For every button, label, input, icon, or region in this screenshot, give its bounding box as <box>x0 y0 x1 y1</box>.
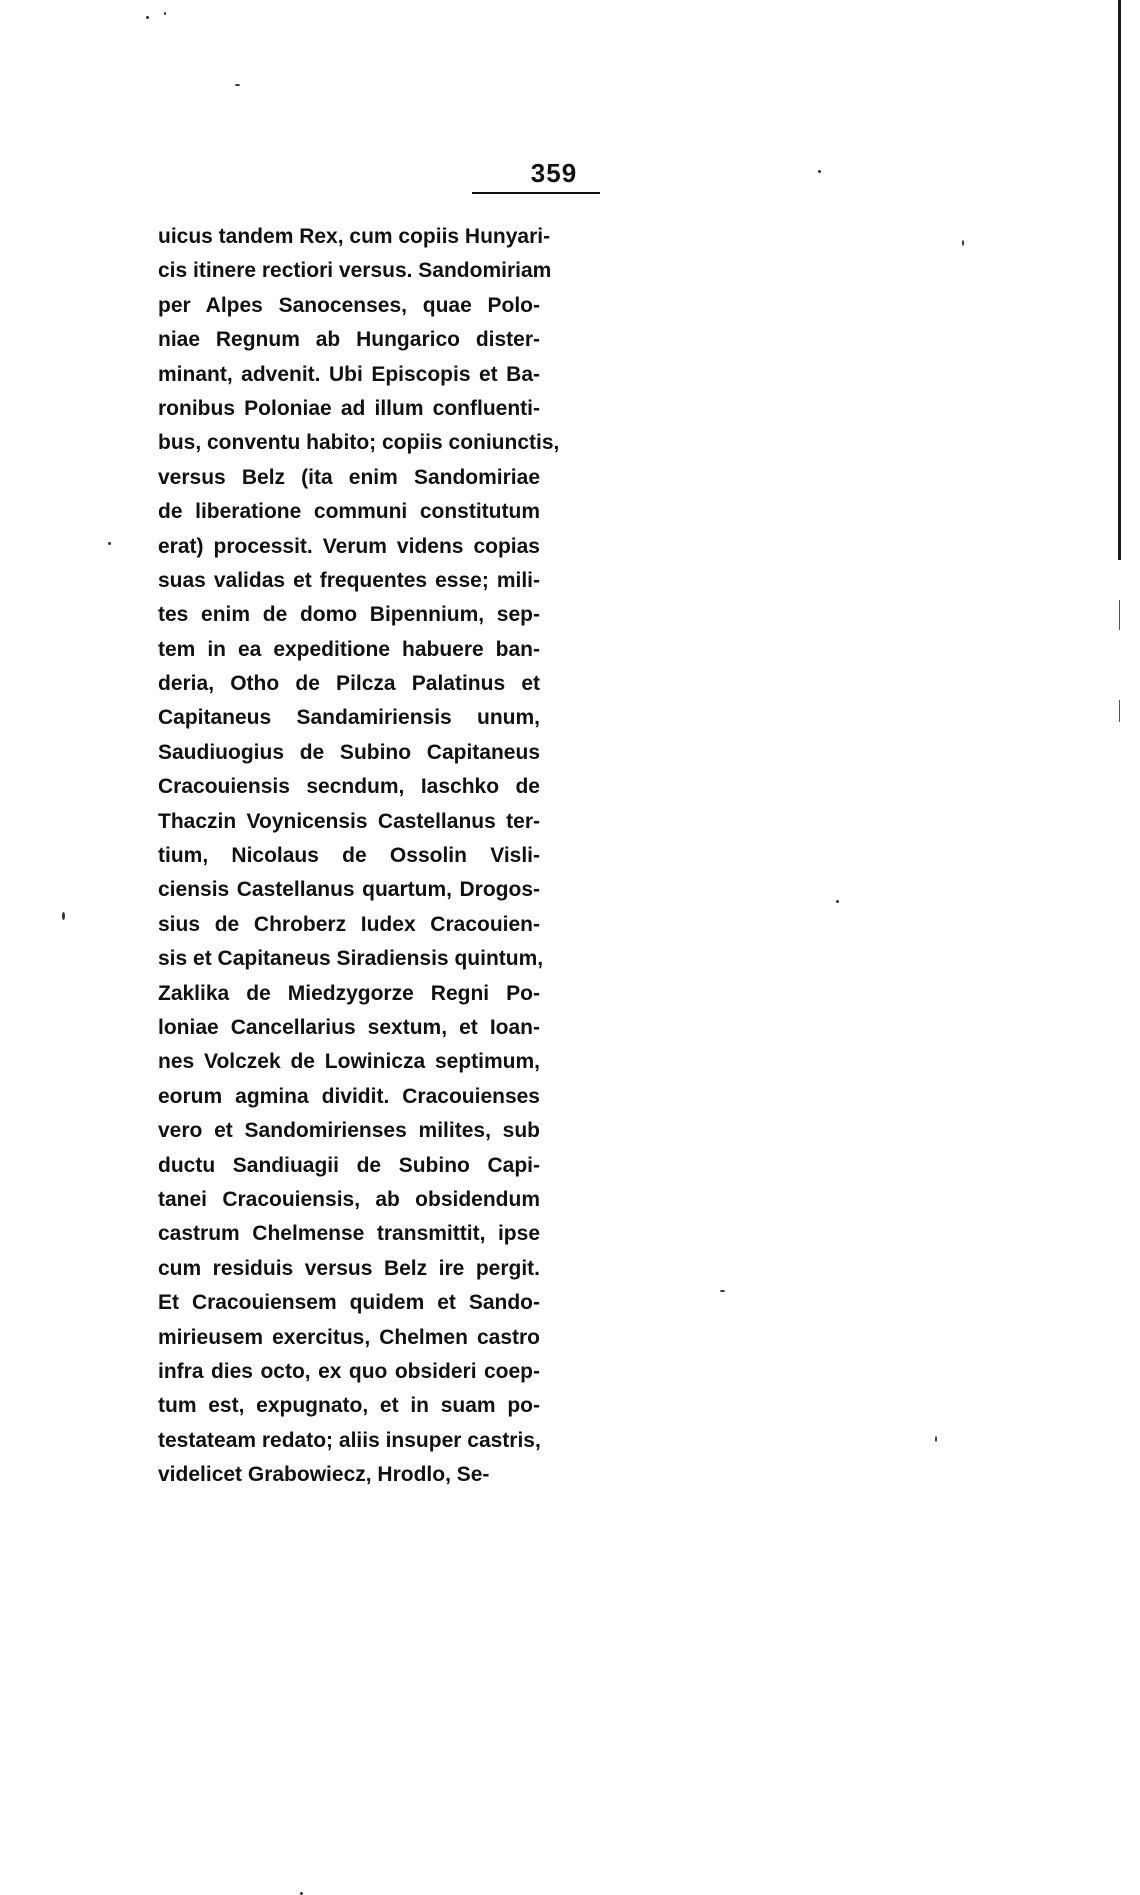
page-edge-dash <box>1119 700 1120 722</box>
text-line: Zaklika de Miedzygorze Regni Po- <box>158 981 540 1005</box>
text-line: de liberatione communi constitutum <box>158 500 540 524</box>
text-line: tium, Nicolaus de Ossolin Visli- <box>158 844 540 868</box>
text-line: ductu Sandiuagii de Subino Capi- <box>158 1153 540 1177</box>
text-line: tanei Cracouiensis, ab obsidendum <box>158 1187 540 1211</box>
text-line: tem in ea expeditione habuere ban- <box>158 637 540 661</box>
text-line: Capitaneus Sandamiriensis unum, <box>158 706 540 730</box>
text-line: sis et Capitaneus Siradiensis quintum, <box>158 947 544 971</box>
text-line: minant, advenit. Ubi Episcopis et Ba- <box>158 362 540 386</box>
text-line: eorum agmina dividit. Cracouienses <box>158 1084 540 1108</box>
scan-speck <box>836 900 839 903</box>
scan-speck <box>818 170 821 173</box>
text-line: cum residuis versus Belz ire pergit. <box>158 1256 540 1280</box>
text-line: uicus tandem Rex, cum copiis Hunyari- <box>158 225 551 248</box>
text-line: vero et Sandomirienses milites, sub <box>158 1119 540 1143</box>
page-edge-line <box>1118 0 1121 560</box>
text-line: niae Regnum ab Hungarico dister- <box>158 328 540 352</box>
page-edge-dash <box>1119 600 1120 630</box>
page-number: 359 <box>530 158 578 188</box>
text-line: per Alpes Sanocenses, quae Polo- <box>158 293 540 317</box>
text-line: Thaczin Voynicensis Castellanus ter- <box>158 809 540 833</box>
text-line: infra dies octo, ex quo obsideri coep- <box>158 1359 540 1383</box>
scan-speck <box>146 16 149 19</box>
text-line: cis itinere rectiori versus. Sandomiriam <box>158 259 552 283</box>
body-text <box>158 220 560 1492</box>
text-line: suas validas et frequentes esse; mili- <box>158 568 540 592</box>
text-line: Saudiuogius de Subino Capitaneus <box>158 740 540 764</box>
header-rule <box>472 192 600 194</box>
text-line: deria, Otho de Pilcza Palatinus et <box>158 672 540 696</box>
text-line: Cracouiensis secndum, Iaschko de <box>158 775 540 799</box>
text-line: tes enim de domo Bipennium, sep- <box>158 603 540 627</box>
text-line: nes Volczek de Lowinicza septimum, <box>158 1050 540 1074</box>
text-line: testateam redato; aliis insuper castris, <box>158 1428 541 1452</box>
scan-speck <box>108 542 111 545</box>
text-line: mirieusem exercitus, Chelmen castro <box>158 1325 540 1349</box>
scan-speck <box>235 84 240 86</box>
text-line: bus, conventu habito; copiis coniunctis, <box>158 431 560 455</box>
text-line: ronibus Poloniae ad illum confluenti- <box>158 396 540 420</box>
text-line: castrum Chelmense transmittit, ipse <box>158 1222 540 1246</box>
text-line: videlicet Grabowiecz, Hrodlo, Se- <box>158 1463 490 1487</box>
text-line: versus Belz (ita enim Sandomiriae <box>158 465 540 489</box>
scan-speck <box>164 12 166 15</box>
text-line: tum est, expugnato, et in suam po- <box>158 1394 540 1418</box>
scan-speck <box>62 912 65 920</box>
text-line: erat) processit. Verum videns copias <box>158 534 540 558</box>
text-line: sius de Chroberz Iudex Cracouien- <box>158 912 540 936</box>
text-line: Et Cracouiensem quidem et Sando- <box>158 1291 540 1315</box>
scan-speck <box>962 240 964 246</box>
text-line: loniae Cancellarius sextum, et Ioan- <box>158 1015 540 1039</box>
text-line: ciensis Castellanus quartum, Drogos- <box>158 878 540 902</box>
scan-speck <box>935 1436 937 1442</box>
scan-speck <box>720 1290 725 1292</box>
